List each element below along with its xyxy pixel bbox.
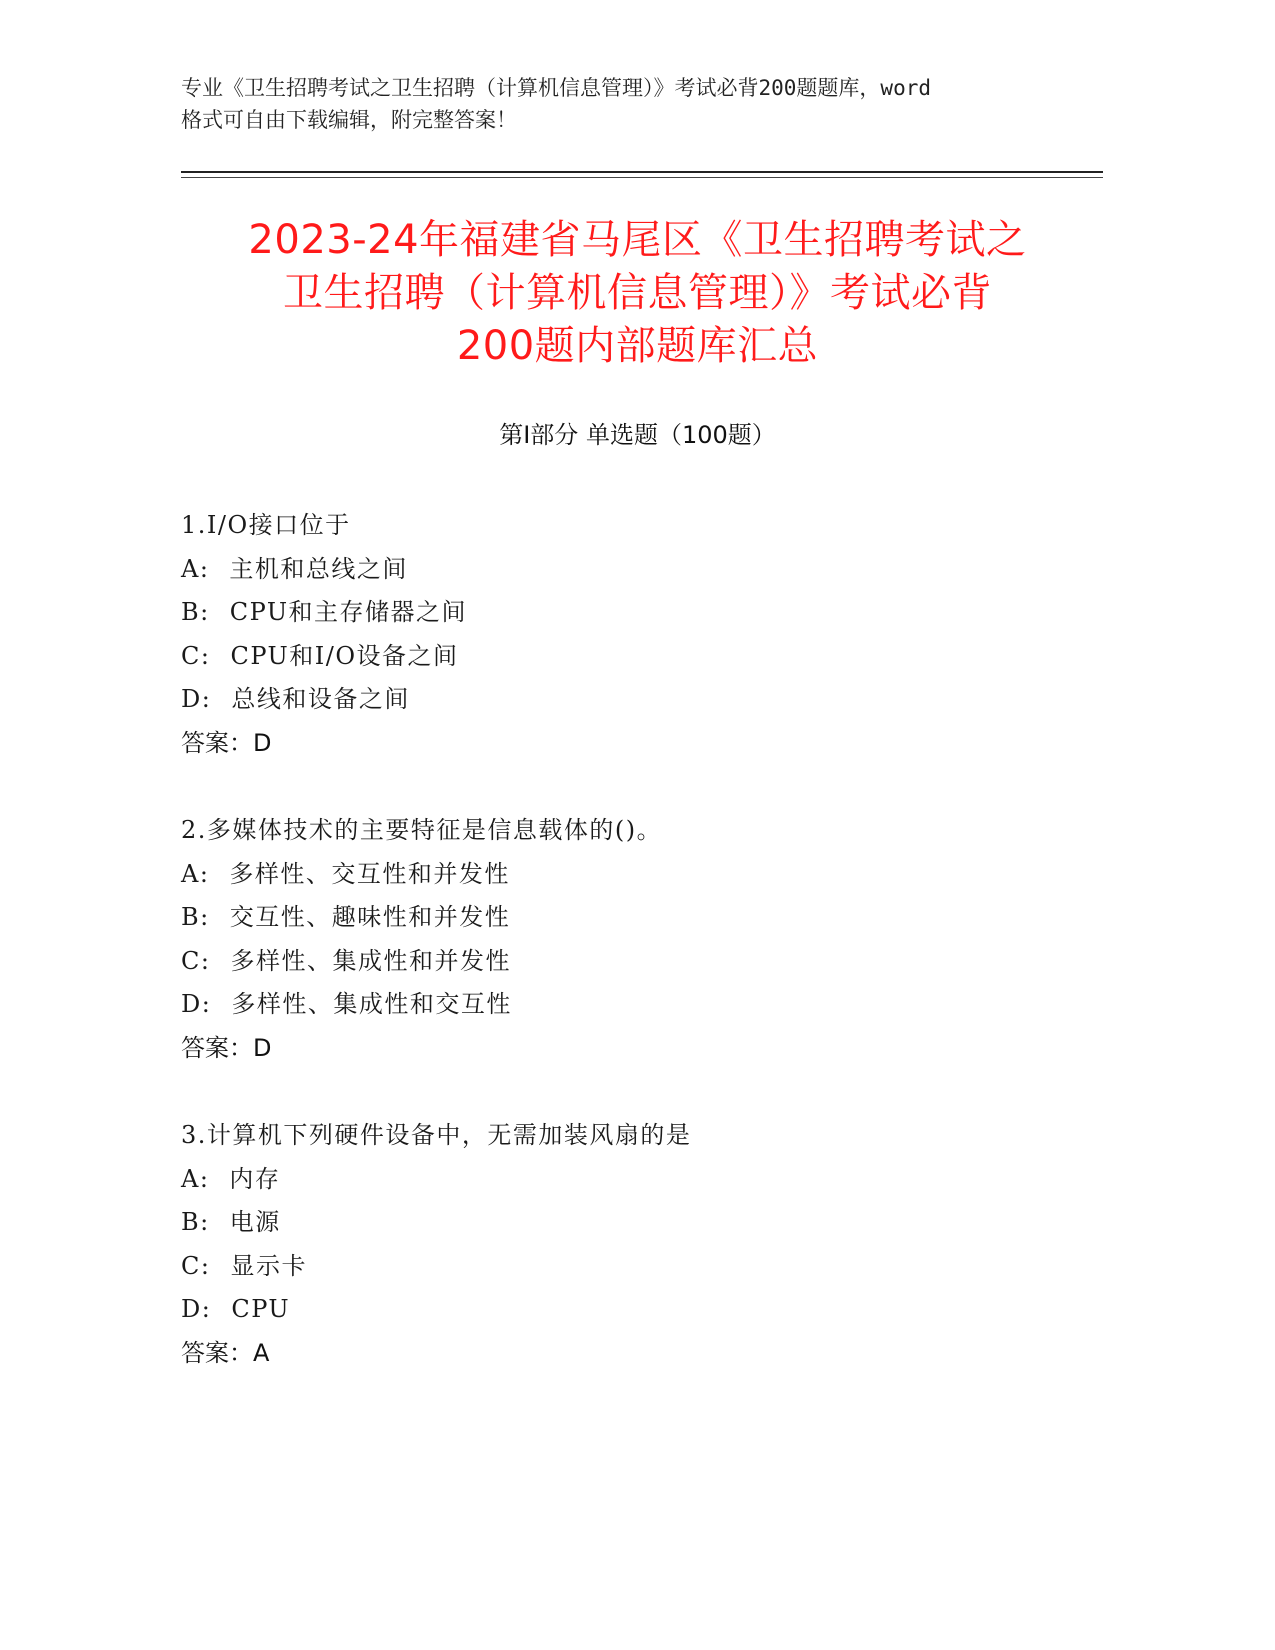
option-a: [181, 853, 1081, 897]
option-label: C:: [181, 641, 211, 670]
option-text: 电源: [229, 1208, 281, 1236]
option-label: D:: [181, 685, 212, 713]
option-label: B:: [181, 598, 210, 626]
document-title-line-1: 2023-24年福建省马尾区《卫生招聘考试之: [248, 217, 1027, 263]
question-1: [181, 504, 1081, 765]
option-label: A:: [181, 554, 210, 583]
option-a: [181, 548, 1081, 592]
question-3: [181, 1114, 1081, 1375]
option-text: 交互性、趣味性和并发性: [229, 903, 511, 931]
option-label: A:: [181, 859, 210, 888]
option-d: [181, 678, 1081, 722]
option-label: A:: [181, 1164, 210, 1193]
option-a: [181, 1158, 1081, 1202]
question-stem: 2.多媒体技术的主要特征是信息载体的()。: [181, 816, 663, 844]
option-label: D:: [181, 990, 212, 1018]
document-title-line-2: 卫生招聘（计算机信息管理）》考试必背: [283, 270, 992, 316]
option-label: C:: [181, 1251, 211, 1280]
option-c: [181, 1245, 1081, 1289]
answer-line: 答案：D: [181, 1033, 272, 1062]
option-label: C:: [181, 946, 211, 975]
answer-line: 答案：D: [181, 728, 272, 757]
option-text: 内存: [229, 1164, 281, 1193]
option-text: 显示卡: [230, 1251, 307, 1280]
question-2: [181, 809, 1081, 1070]
option-text: 多样性、集成性和并发性: [230, 946, 511, 975]
option-label: D:: [181, 1295, 212, 1323]
header-note: [181, 72, 1061, 136]
question-stem: 1.I/O接口位于: [181, 511, 351, 539]
header-divider-thin: [181, 177, 1103, 178]
option-text: 多样性、交互性和并发性: [229, 859, 510, 888]
option-c: [181, 940, 1081, 984]
section-heading: 第Ⅰ部分 单选题（100题）: [499, 421, 776, 449]
option-b: [181, 1201, 1081, 1245]
option-b: [181, 896, 1081, 940]
header-note-line-2: 格式可自由下载编辑，附完整答案！: [181, 108, 517, 132]
option-label: B:: [181, 1208, 210, 1236]
option-d: [181, 983, 1081, 1027]
document-title-line-3: 200题内部题库汇总: [456, 323, 819, 369]
option-label: B:: [181, 903, 210, 931]
answer-line: 答案：A: [181, 1338, 270, 1367]
option-text: CPU: [231, 1295, 291, 1323]
option-c: [181, 635, 1081, 679]
option-text: 多样性、集成性和交互性: [231, 990, 512, 1018]
option-text: 总线和设备之间: [231, 685, 410, 713]
option-text: 主机和总线之间: [229, 554, 408, 583]
option-text: CPU和I/O设备之间: [230, 641, 459, 670]
header-divider-thick: [181, 171, 1103, 173]
document-title: [150, 214, 1125, 373]
header-note-line-1: 专业《卫生招聘考试之卫生招聘（计算机信息管理）》考试必背200题题库，word: [181, 76, 931, 100]
option-d: [181, 1288, 1081, 1332]
question-stem: 3.计算机下列硬件设备中，无需加装风扇的是: [181, 1121, 692, 1149]
option-text: CPU和主存储器之间: [229, 598, 468, 626]
option-b: [181, 591, 1081, 635]
